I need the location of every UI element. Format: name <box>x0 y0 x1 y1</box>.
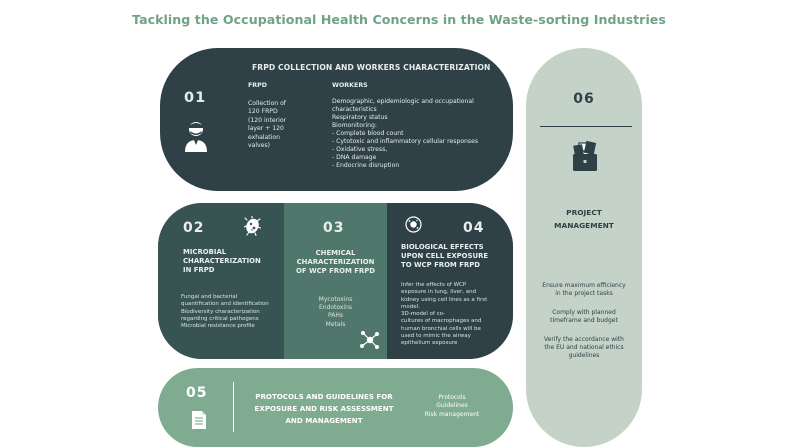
panel-06-rule <box>540 126 632 127</box>
panel-02-body <box>181 294 281 330</box>
panel-03-title-line: CHEMICAL <box>315 249 356 257</box>
panel-06-title-line: PROJECT <box>566 208 602 217</box>
bacteria-icon <box>244 216 261 236</box>
panel-01-heading: FRPD COLLECTION AND WORKERS CHARACTERIZATION <box>252 63 491 72</box>
worker-mask-icon <box>184 120 208 152</box>
panel-03-body <box>284 296 387 329</box>
panel-02-line: Biodiversity characterization <box>181 308 260 315</box>
workers-line: characteristics <box>332 106 377 113</box>
frpd-line: (120 interior <box>248 116 287 124</box>
workers-line: - DNA damage <box>332 154 377 161</box>
panel-03-chemical <box>284 203 387 359</box>
panel-04-title <box>401 243 509 271</box>
panel-06-item-line: Ensure maximum efficiency <box>542 282 626 289</box>
panel-04-title-line: BIOLOGICAL EFFECTS <box>401 243 484 251</box>
panel-04-title-line: UPON CELL EXPOSURE <box>401 252 489 261</box>
workers-column-title: WORKERS <box>332 82 368 89</box>
frpd-line: 120 FRPD <box>248 108 278 116</box>
panel-06-item-line: guidelines <box>568 352 600 360</box>
panel-03-title-line: CHARACTERIZATION <box>296 258 375 267</box>
panel-05-title-line: PROTOCOLS AND GUIDELINES FOR <box>255 392 393 401</box>
panel-04-line: human bronchial cells will be <box>401 325 481 332</box>
panel-02-line: Microbial resistance profile <box>181 323 255 330</box>
left-margin <box>0 0 160 448</box>
page-title: Tackling the Occupational Health Concerns in the Waste-sorting Industries <box>132 12 666 27</box>
workers-line: - Endocrine disruption <box>332 162 400 169</box>
panel-02-number: 02 <box>183 220 205 236</box>
frpd-column-title: FRPD <box>248 82 267 89</box>
panel-04-body <box>401 282 507 348</box>
panel-06-title <box>526 207 642 232</box>
panel-02-title-line: CHARACTERIZATION <box>183 257 261 266</box>
panel-06-number: 06 <box>573 91 595 107</box>
panel-05-title-line: AND MANAGEMENT <box>285 416 363 425</box>
panel-04-line: exposure in lung, liver, and <box>401 289 477 296</box>
panel-03-title-line: OF WCP FROM FRPD <box>296 267 375 276</box>
panel-04-line: used to mimic the airway <box>401 333 471 340</box>
panel-02-line: Fungal and bacterial <box>181 294 238 300</box>
panel-04-line: 3D-model of co- <box>401 311 446 318</box>
workers-line: Biomonitoring: <box>332 122 377 129</box>
panel-05-title-line: EXPOSURE AND RISK ASSESSMENT <box>254 404 394 413</box>
panel-02-microbial <box>158 203 284 359</box>
panel-05-protocols <box>158 368 513 447</box>
panel-04-line: Infer the effects of WCP <box>401 282 467 288</box>
panel-03-line: Mycotoxins <box>318 296 353 303</box>
panel-04-biological <box>387 203 513 359</box>
panel-06-items <box>528 282 640 371</box>
frpd-line: valves) <box>248 142 270 150</box>
workers-line: - Complete blood count <box>332 130 404 137</box>
panel-01-number: 01 <box>184 90 207 106</box>
panel-06-item-line: the EU and national ethics <box>544 344 624 352</box>
panel-03-number: 03 <box>323 220 345 236</box>
panel-03-line: Endotoxins <box>318 304 353 312</box>
panel-05-divider <box>233 382 234 432</box>
panel-06-item-line: Comply with planned <box>552 308 616 316</box>
panel-05-line: Guidelines <box>436 402 468 410</box>
panel-04-title-line: TO WCP FROM FRPD <box>401 261 480 270</box>
molecule-icon <box>359 329 381 351</box>
frpd-line: layer + 120 <box>248 125 284 133</box>
cell-icon <box>405 216 422 233</box>
panel-05-line: Protocols <box>438 394 466 401</box>
frpd-column-body <box>248 100 308 150</box>
panel-02-title <box>183 248 278 276</box>
panel-03-title <box>286 249 385 277</box>
workers-line: - Oxidative stress, <box>332 146 388 153</box>
right-margin <box>648 0 798 448</box>
panel-03-line: PAHs <box>328 312 343 320</box>
panel-02-line: quantification and identification <box>181 301 269 308</box>
document-icon <box>191 410 207 430</box>
panel-04-line: cultures of macrophages and <box>401 318 482 325</box>
workers-column-body <box>332 98 502 170</box>
panel-06-item-line: in the project tasks <box>555 290 613 298</box>
panel-06-title-line: MANAGEMENT <box>554 220 614 230</box>
panel-05-body <box>416 394 488 419</box>
panel-02-line: regarding critical pathogens <box>181 315 259 322</box>
panel-06-project-management <box>526 48 642 447</box>
panel-03-line: Metals <box>325 320 346 328</box>
workers-line: Respiratory status <box>332 114 388 121</box>
panel-02-title-line: IN FRPD <box>183 266 215 275</box>
panel-05-line: Risk management <box>424 410 480 418</box>
panel-06-item <box>528 282 640 299</box>
panel-06-item-line: timeframe and budget <box>550 317 618 325</box>
frpd-line: Collection of <box>248 100 286 107</box>
workers-line: Demographic, epidemiologic and occupational <box>332 98 474 105</box>
panel-04-line: epithelium exposure <box>401 340 458 347</box>
panel-06-item-line: Verify the accordance with <box>544 335 624 343</box>
panel-01-frpd-collection <box>160 48 513 191</box>
panel-05-title <box>244 391 404 427</box>
panel-06-item <box>528 336 640 361</box>
panel-05-number: 05 <box>186 385 208 401</box>
briefcase-documents-icon <box>571 141 599 173</box>
frpd-line: exhalation <box>248 133 280 141</box>
panel-06-item <box>528 309 640 326</box>
panel-04-line: kidney using cell lines as a first <box>401 296 488 303</box>
middle-band <box>158 203 513 359</box>
workers-line: - Cytotoxic and inflammatory cellular responses <box>332 138 479 145</box>
panel-02-title-line: MICROBIAL <box>183 248 227 256</box>
panel-04-line: model. <box>401 303 420 310</box>
panel-04-number: 04 <box>463 220 485 236</box>
